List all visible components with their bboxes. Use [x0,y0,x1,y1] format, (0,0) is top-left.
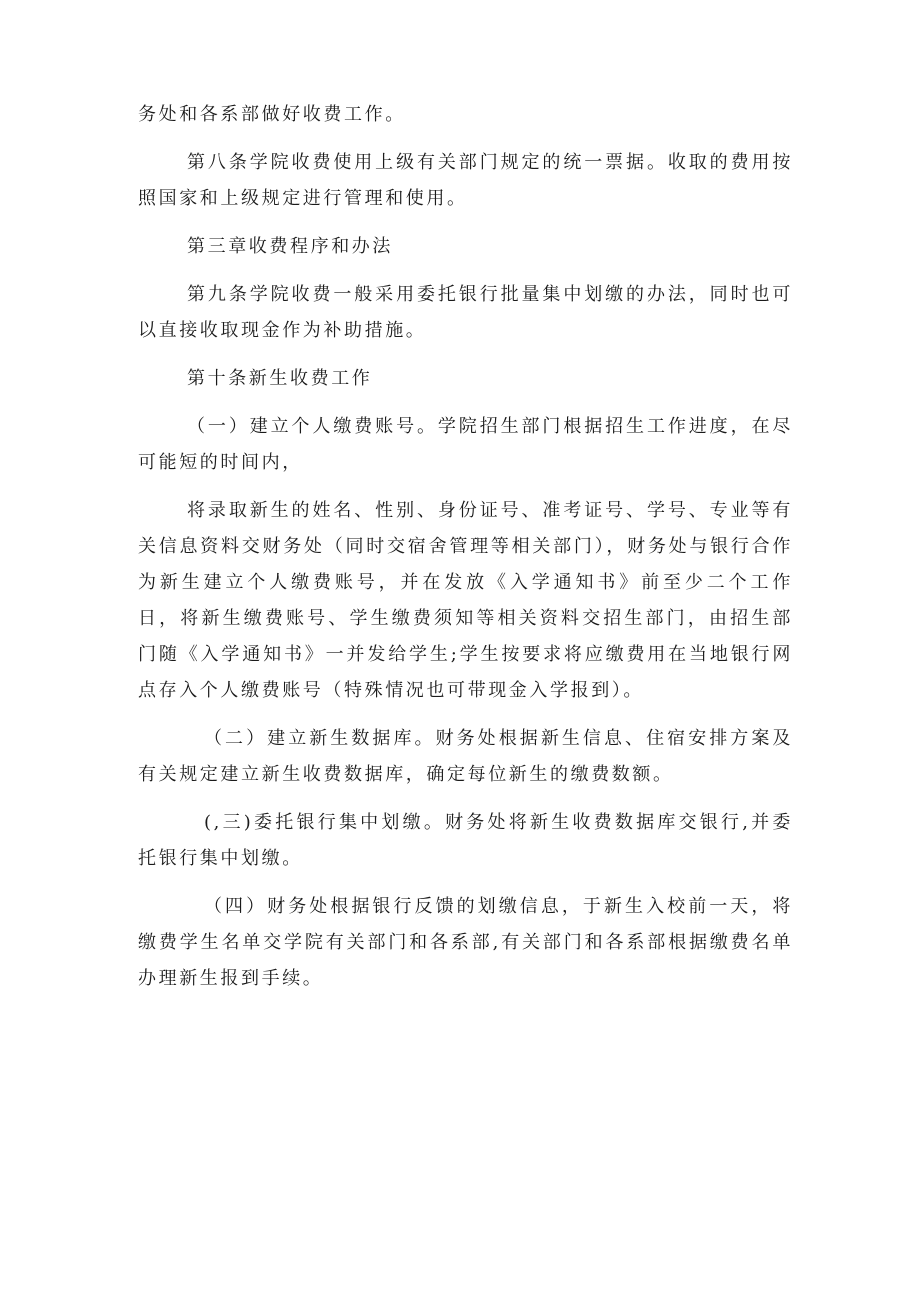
paragraph-continuation: 务处和各系部做好收费工作。 [138,104,406,125]
paragraph-article-10: 第十条新生收费工作 [187,368,373,389]
paragraph-article-8: 第八条学院收费使用上级有关部门规定的统一票据。收取的费用按照国家和上级规定进行管理和使用。 [138,152,793,209]
paragraph-item-1-detail: 将录取新生的姓名、性别、身份证号、准考证号、学号、专业等有关信息资料交财务处（同时交宿舍管理等相关部门），财务处与银行合作为新生建立个人缴费账号，并在发放《入学通知书》前至少二个工作日，将新生缴费账号、学生缴费须知等相关资料交招生部门，由招生部门随《入学通知书》一并发给学生;学生按要求将应缴费用在当地银行网点存入个人缴费账号（特殊情况也可带现金入学报到）。 [138,500,793,701]
paragraph-article-9: 第九条学院收费一般采用委托银行批量集中划缴的办法，同时也可以直接收取现金作为补助措施。 [138,284,793,341]
paragraph-item-2: （二）建立新生数据库。财务处根据新生信息、住宿安排方案及有关规定建立新生收费数据库，确定每位新生的缴费数额。 [138,728,793,785]
paragraph-item-4: （四）财务处根据银行反馈的划缴信息，于新生入校前一天，将缴费学生名单交学院有关部门和各系部,有关部门和各系部根据缴费名单办理新生报到手续。 [138,896,793,989]
chapter-3-heading: 第三章收费程序和办法 [187,236,393,257]
paragraph-item-1: （一）建立个人缴费账号。学院招生部门根据招生工作进度，在尽可能短的时间内， [138,416,793,473]
document-body [138,97,793,1009]
paragraph-item-3: (,三)委托银行集中划缴。财务处将新生收费数据库交银行,并委托银行集中划缴。 [138,812,793,869]
